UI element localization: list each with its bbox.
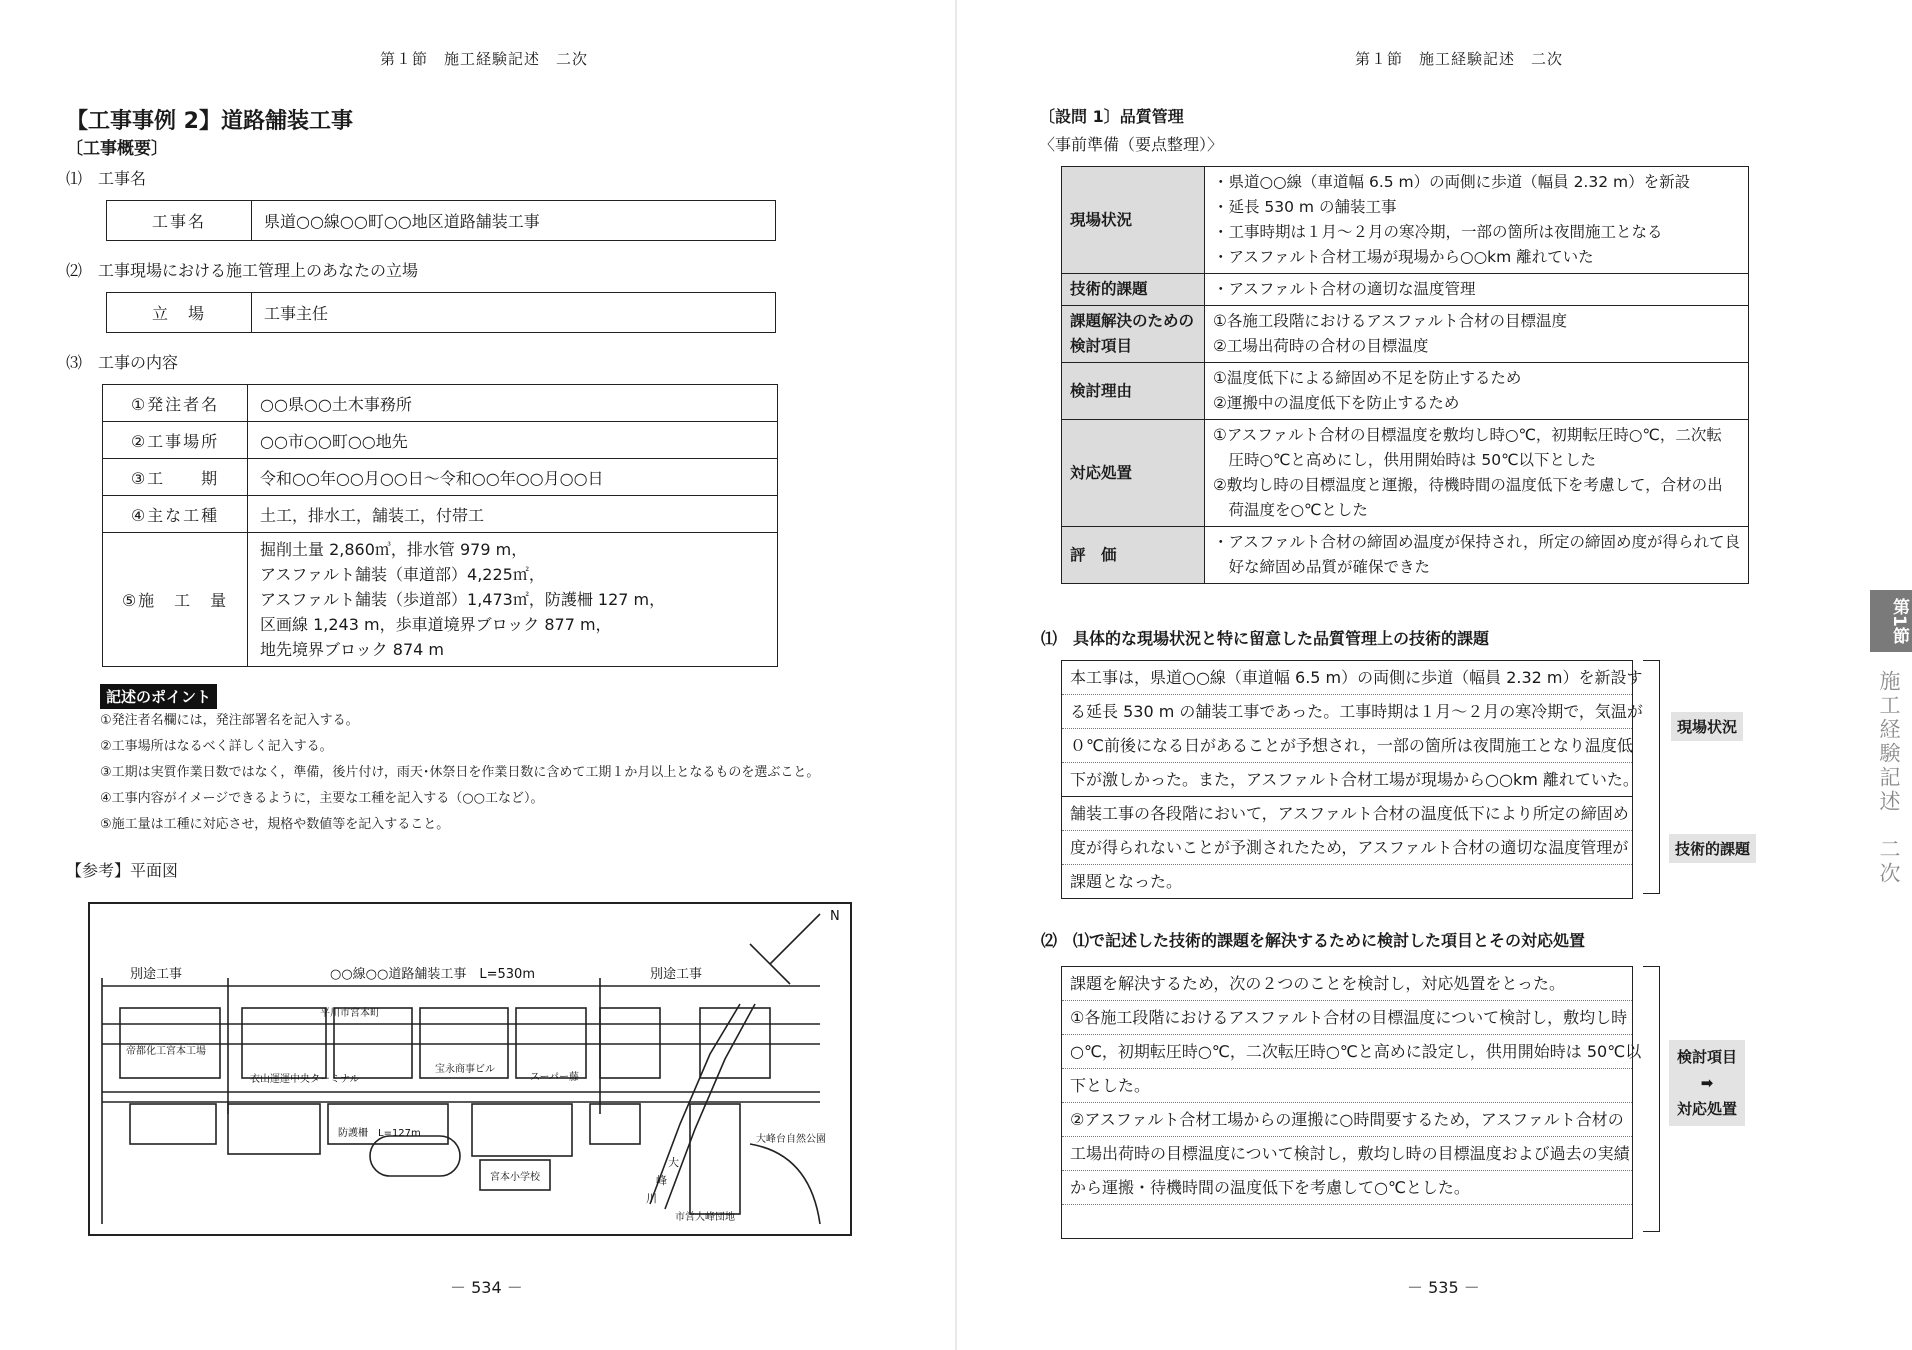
answer-line: ○℃，初期転圧時○℃，二次転圧時○℃と高めに設定し，供用開始時は 50℃以 [1062,1035,1632,1069]
content-row [103,533,778,667]
project-name-table [106,200,776,241]
prep-row [1062,274,1749,306]
map-label: 大峰台自然公園 [756,1134,826,1145]
answer-line: 度が得られないことが予測されたため，アスファルト合材の適切な温度管理が [1062,831,1632,865]
answer-line: 本工事は，県道○○線（車道幅 6.5 m）の両側に歩道（幅員 2.32 m）を新設す [1062,661,1632,695]
prep-line: ・県道○○線（車道幅 6.5 m）の両側に歩道（幅員 2.32 m）を新設 [1212,173,1691,191]
prep-row-value [1204,274,1748,306]
content-row [103,422,778,459]
answer-line: から運搬・待機時間の温度低下を考慮して○℃とした。 [1062,1171,1632,1205]
prep-row [1062,306,1749,363]
map-label: 峰 [656,1174,667,1187]
prep-line: ・アスファルト合材工場が現場から○○km 離れていた [1212,248,1594,266]
content-row-label: ①発注者名 [103,385,248,422]
s1-tag-situation: 現場状況 [1671,712,1743,741]
prep-line: ②敷均し時の目標温度と運搬，待機時間の温度低下を考慮して，合材の出 [1212,476,1723,494]
prep-line: ②運搬中の温度低下を防止するため [1212,394,1460,412]
content-row [103,496,778,533]
content-row-label: ②工事場所 [103,422,248,459]
prep-row-label: 技術的課題 [1062,274,1205,306]
running-header-right: 第１節 施工経験記述 二次 [1355,50,1564,68]
position-label: 立 場 [107,293,252,333]
overview-label: 〔工事概要〕 [66,139,168,159]
answer-line: る延長 530 m の舗装工事であった。工事時期は１月～２月の寒冷期で，気温が [1062,695,1632,729]
q3-label: ⑶ 工事の内容 [66,353,179,372]
s2-tag-bottom: 対応処置 [1676,1100,1737,1118]
content-row [103,459,778,496]
content-line: 地先境界ブロック 874 m [260,640,444,659]
content-line: 令和○○年○○月○○日～令和○○年○○月○○日 [260,468,604,488]
prep-row-value [1204,306,1748,363]
answer-line: ①各施工段階におけるアスファルト合材の目標温度について検討し，敷均し時 [1062,1001,1632,1035]
prep-row [1062,167,1749,274]
content-row-label: ⑤施 工 量 [103,533,248,667]
content-row-value [248,496,778,533]
prep-line: 荷温度を○℃とした [1212,501,1368,519]
question-title: 〔設問 1〕品質管理 [1039,107,1184,126]
s2-answer-box [1061,966,1642,1239]
prep-line: ・アスファルト合材の適切な温度管理 [1212,280,1476,298]
prep-row-label: 対応処置 [1062,420,1205,527]
point-item: ③工期は実質作業日数ではなく，準備，後片付け，雨天･休祭日を作業日数に含めて工期１か月以上となるものを選ぶこと。 [100,765,820,780]
prep-row-value [1204,527,1748,584]
position-table [106,292,776,333]
position-value: 工事主任 [252,293,776,333]
answer-line: 課題を解決するため，次の２つのことを検討し，対応処置をとった。 [1062,967,1632,1001]
answer-line: ②アスファルト合材工場からの運搬に○時間要するため，アスファルト合材の [1062,1103,1632,1137]
project-content-table [102,384,778,667]
answer-line: 下とした。 [1062,1069,1632,1103]
prep-line: 圧時○℃と高めにし，供用開始時は 50℃以下とした [1212,451,1596,469]
content-line: アスファルト舗装（車道部）4,225㎡， [260,565,545,584]
prep-line: 好な締固め品質が確保できた [1212,558,1430,576]
left-page [0,0,955,1350]
project-name-label: 工事名 [107,201,252,241]
map-label: 市営大峰団地 [675,1212,735,1223]
prep-row [1062,420,1749,527]
content-line: 掘削土量 2,860㎥，排水管 979 m， [260,540,528,559]
prep-line: ②工場出荷時の合材の目標温度 [1212,337,1429,355]
content-line: 土工，排水工，舗装工，付帯工 [260,505,485,525]
arrow-right-icon: ➡ [1700,1074,1714,1092]
right-page [957,0,1912,1350]
prep-row [1062,363,1749,420]
map-label: 帝都化工宮本工場 [126,1046,206,1057]
prep-row-label: 検討理由 [1062,363,1205,420]
content-line: 区画線 1,243 m，歩車道境界ブロック 877 m， [260,615,612,634]
content-line: アスファルト舗装（歩道部）1,473㎡，防護柵 127 m， [260,590,666,609]
content-row-value [248,459,778,496]
prep-line: ・アスファルト合材の締固め温度が保持され，所定の締固め度が得られて良 [1212,533,1740,551]
content-row-value [248,385,778,422]
answer-line: 課題となった。 [1070,872,1183,891]
s2-tag-top: 検討項目 [1676,1048,1737,1066]
section-side-tab: 第1節 [1870,590,1912,652]
prep-label: 〈事前準備（要点整理）〉 [1039,135,1224,154]
reference-label: 【参考】平面図 [66,861,179,880]
content-row-value [248,533,778,667]
s2-bracket [1643,966,1660,1232]
map-label: 川 [646,1192,657,1205]
map-left-label: 別途工事 [130,967,183,982]
content-line: ○○市○○町○○地先 [260,431,408,451]
map-label: 大 [668,1156,679,1169]
map-center-label: ○○線○○道路舗装工事 L=530m [330,967,535,982]
point-item: ④工事内容がイメージできるように，主要な工種を記入する（○○工など）。 [100,791,544,806]
map-label: 平川市宮本町 [320,1008,380,1019]
prep-row-value [1204,420,1748,527]
map-label: 宮本小学校 [490,1172,540,1183]
case-title: 【工事事例 2】道路舗装工事 [66,109,353,134]
prep-row-label: 現場状況 [1062,167,1205,274]
prep-row-label: 評 価 [1062,527,1205,584]
q1-label: ⑴ 工事名 [66,169,147,188]
prep-row [1062,527,1749,584]
prep-line: ・延長 530 m の舗装工事 [1212,198,1397,216]
s1-answer-box [1061,660,1643,899]
q2-label: ⑵ 工事現場における施工管理上のあなたの立場 [66,261,419,280]
map-label: 衣山運運中央ターミナル [250,1074,360,1085]
prep-row-value [1204,363,1748,420]
map-right-label: 別途工事 [650,967,703,982]
map-label: スーパー藤 [530,1072,579,1083]
prep-line: ①温度低下による締固め不足を防止するため [1212,369,1522,387]
s1-label: ⑴ 具体的な現場状況と特に留意した品質管理上の技術的課題 [1041,629,1490,648]
answer-line: ０℃前後になる日があることが予想され，一部の箇所は夜間施工となり温度低 [1062,729,1632,763]
prep-line: ①各施工段階におけるアスファルト合材の目標温度 [1212,312,1567,330]
map-north: N [830,909,840,924]
points-list [100,708,819,838]
project-name-value: 県道○○線○○町○○地区道路舗装工事 [252,201,776,241]
prep-line: ・工事時期は１月～２月の寒冷期，一部の箇所は夜間施工となる [1212,223,1663,241]
content-row-label: ③工 期 [103,459,248,496]
point-item: ②工事場所はなるべく詳しく記入する。 [100,739,333,754]
site-plan-map [88,902,852,1236]
s1-tag-issue: 技術的課題 [1669,834,1756,863]
answer-line: 工場出荷時の目標温度について検討し，敷均し時の目標温度および過去の実績 [1062,1137,1632,1171]
answer-line [1062,1205,1632,1238]
point-item: ①発注者名欄には，発注部署名を記入する。 [100,713,359,728]
point-item: ⑤施工量は工種に対応させ，規格や数値等を記入すること。 [100,817,450,832]
s1-bracket [1643,660,1660,894]
content-line: ○○県○○土木事務所 [260,394,412,414]
prep-table [1061,166,1749,584]
map-label: 宝永商事ビル [435,1064,495,1075]
s2-tag [1669,1040,1745,1126]
map-label: 防護柵 L=127m [338,1128,421,1139]
content-row-value [248,422,778,459]
page-number-right: － 535 － [1407,1278,1480,1297]
prep-row-value [1204,167,1748,274]
prep-row-label: 課題解決のための検討項目 [1062,306,1205,363]
section-side-title: 施工経験記述 二次 [1877,670,1901,886]
running-header-left: 第１節 施工経験記述 二次 [380,50,589,68]
s2-label: ⑵ ⑴で記述した技術的課題を解決するために検討した項目とその対応処置 [1041,931,1586,950]
answer-line: 下が激しかった。また，アスファルト合材工場が現場から○○km 離れていた。 [1062,763,1632,797]
answer-line: 舗装工事の各段階において，アスファルト合材の温度低下により所定の締固め [1062,797,1632,831]
content-row [103,385,778,422]
points-tag: 記述のポイント [100,684,217,709]
page-number-left: － 534 － [450,1278,523,1297]
content-row-label: ④主な工種 [103,496,248,533]
prep-line: ①アスファルト合材の目標温度を敷均し時○℃，初期転圧時○℃，二次転 [1212,426,1722,444]
